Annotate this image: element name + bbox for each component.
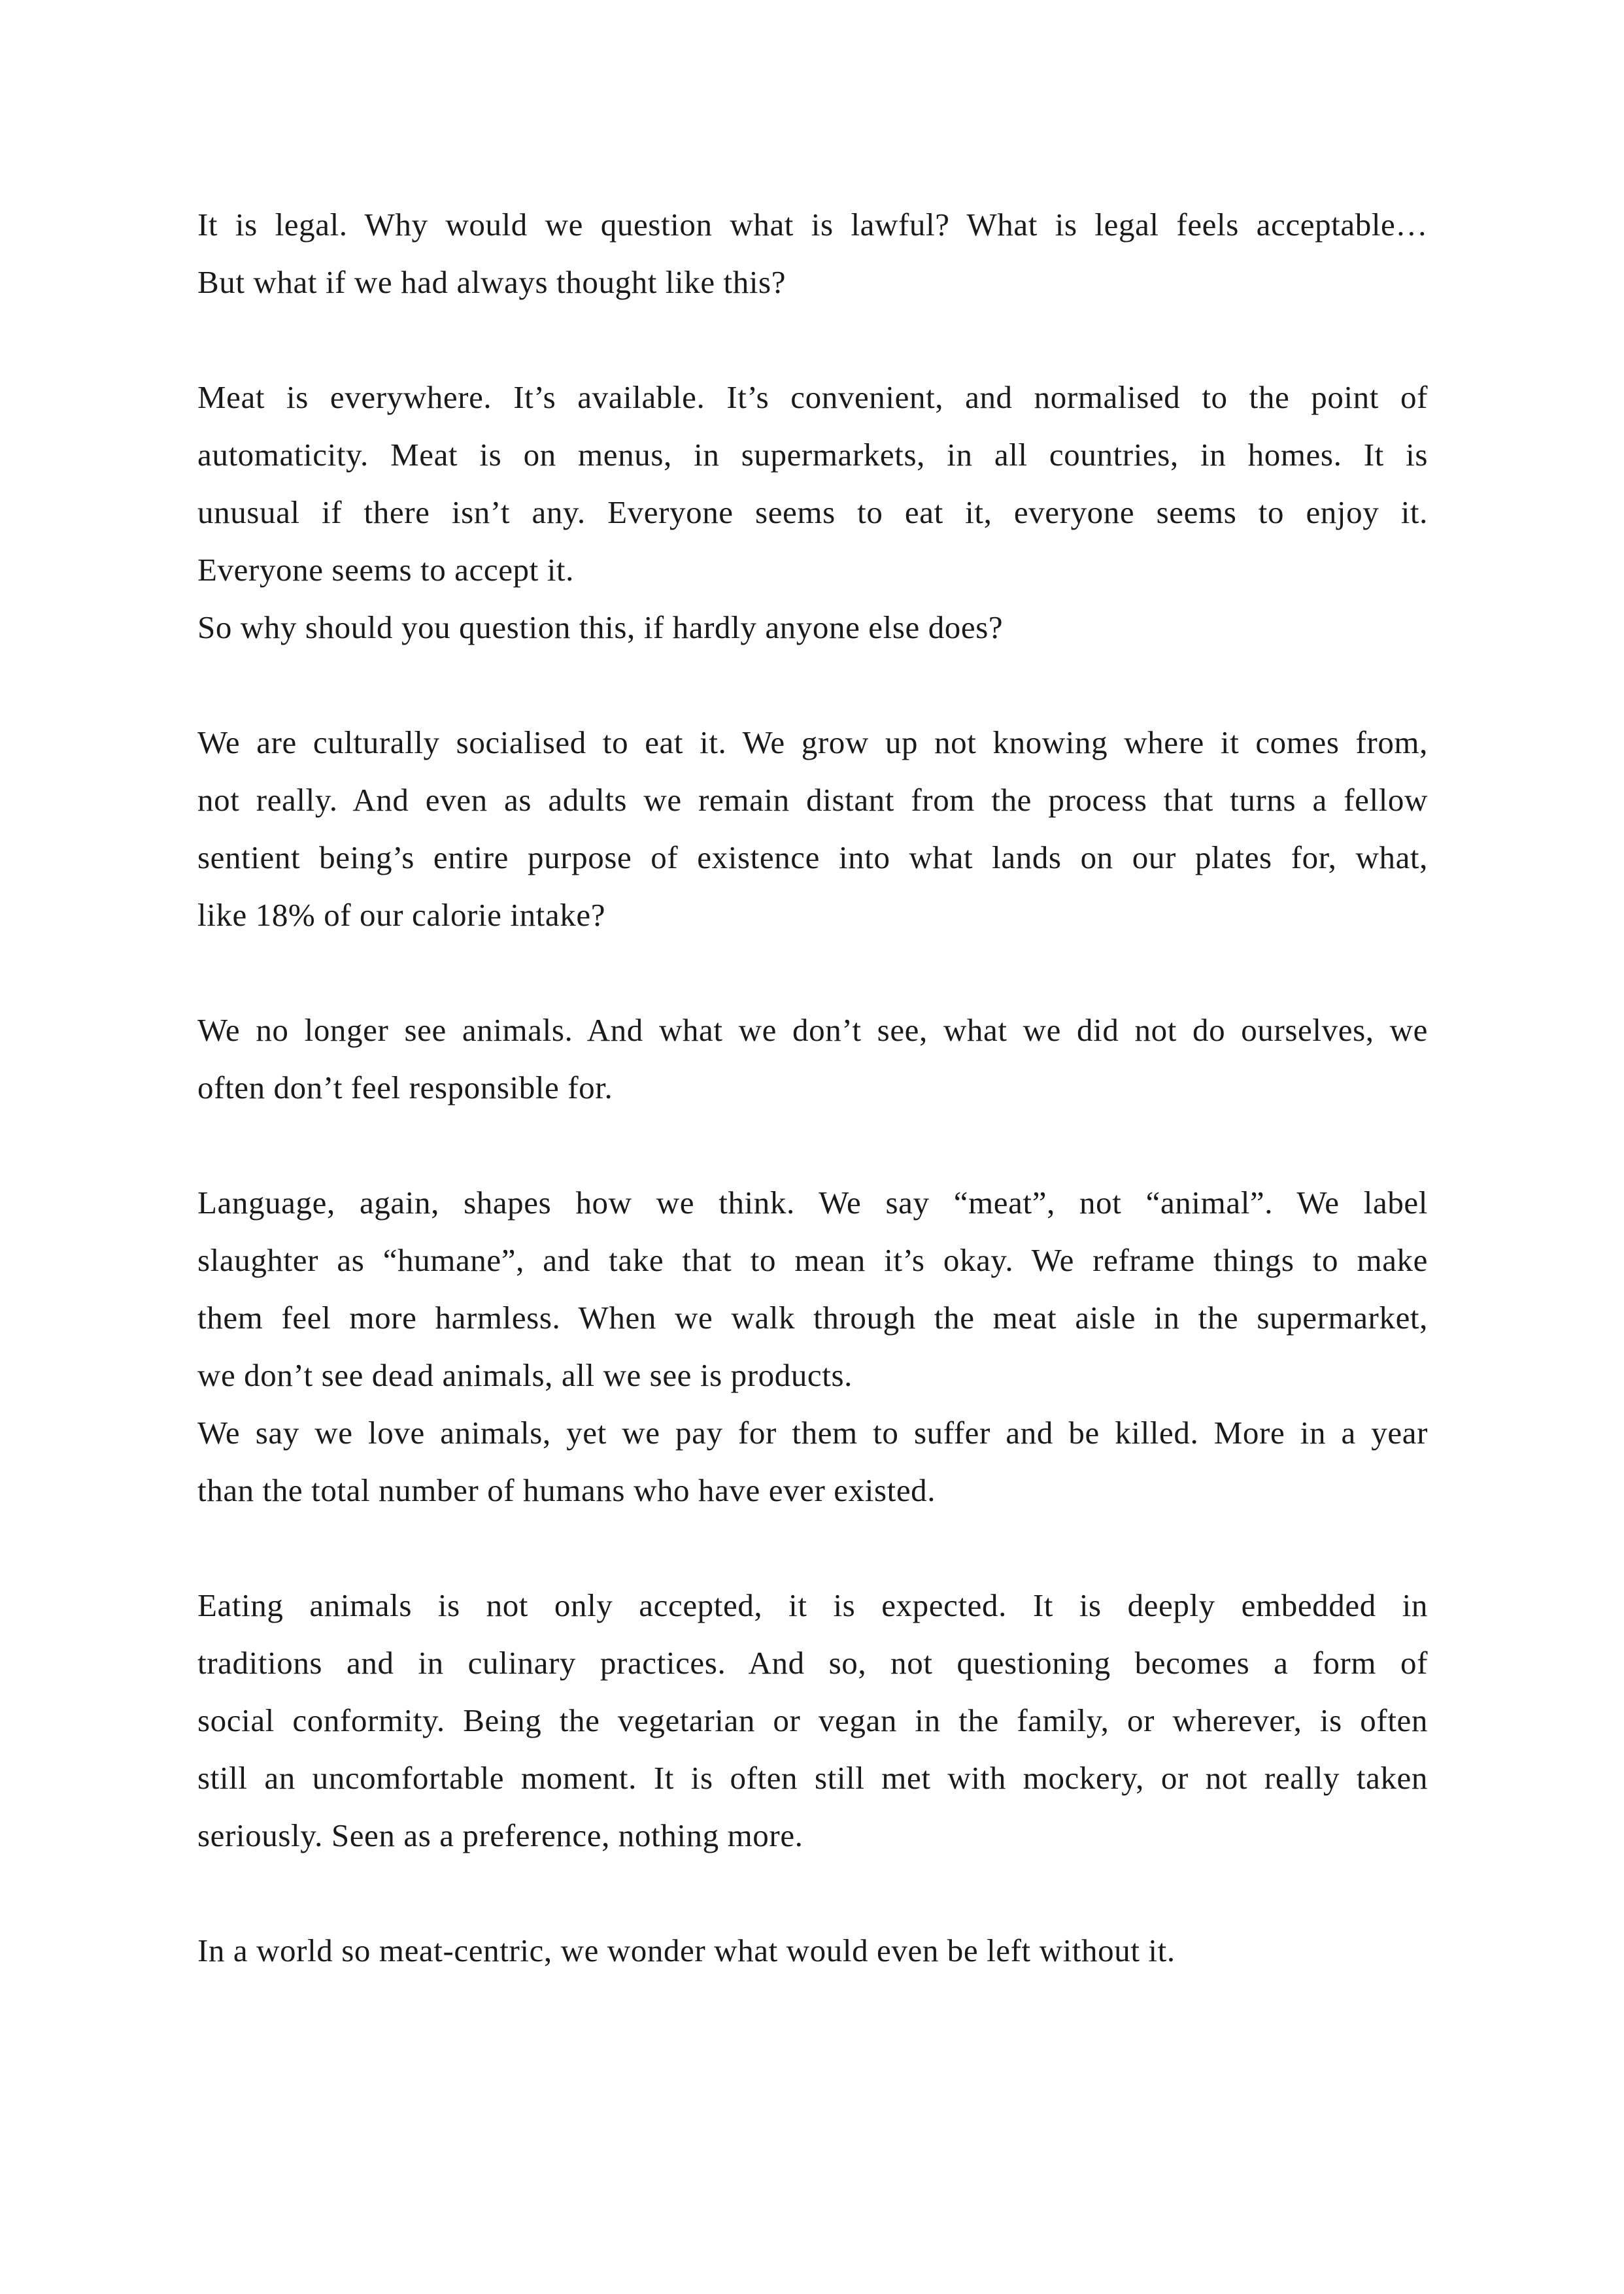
- text-line: like 18% of our calorie intake?: [197, 897, 606, 933]
- text-line: unusual if there isn’t any. Everyone seems to eat it, everyone seems to enjoy it.: [197, 494, 1428, 530]
- paragraph-socialised: [197, 714, 1428, 944]
- text-line: automaticity. Meat is on menus, in supermarkets, in all countries, in homes. It is: [197, 437, 1428, 473]
- document-body: [197, 196, 1428, 2037]
- text-line: slaughter as “humane”, and take that to mean it’s okay. We reframe things to make: [197, 1242, 1428, 1278]
- text-line: social conformity. Being the vegetarian or vegan in the family, or wherever, is often: [197, 1702, 1428, 1738]
- text-line: still an uncomfortable moment. It is often still met with mockery, or not really taken: [197, 1760, 1428, 1796]
- text-line: them feel more harmless. When we walk through the meat aisle in the supermarket,: [197, 1300, 1428, 1336]
- text-line: sentient being’s entire purpose of existence into what lands on our plates for, what,: [197, 839, 1428, 875]
- text-line: So why should you question this, if hardly anyone else does?: [197, 609, 1004, 645]
- paragraph-no-longer-see: [197, 1002, 1428, 1117]
- text-line: often don’t feel responsible for.: [197, 1070, 613, 1105]
- paragraph-legality: [197, 196, 1428, 311]
- text-line: We are culturally socialised to eat it. We grow up not knowing where it comes from,: [197, 724, 1428, 760]
- text-line: not really. And even as adults we remain distant from the process that turns a fellow: [197, 782, 1428, 818]
- text-line: Everyone seems to accept it.: [197, 552, 574, 588]
- text-line: traditions and in culinary practices. And so, not questioning becomes a form of: [197, 1645, 1428, 1681]
- paragraph-language: [197, 1174, 1428, 1519]
- text-line: than the total number of humans who have ever existed.: [197, 1472, 936, 1508]
- paragraph-meat-everywhere: [197, 369, 1428, 656]
- text-line: We say we love animals, yet we pay for them to suffer and be killed. More in a year: [197, 1415, 1428, 1451]
- text-line: seriously. Seen as a preference, nothing more.: [197, 1817, 804, 1853]
- paragraph-meat-centric: [197, 1922, 1428, 1980]
- text-line: Eating animals is not only accepted, it is expected. It is deeply embedded in: [197, 1587, 1428, 1623]
- text-line: we don’t see dead animals, all we see is products.: [197, 1357, 853, 1393]
- text-line: But what if we had always thought like this?: [197, 264, 787, 300]
- text-line: Language, again, shapes how we think. We say “meat”, not “animal”. We label: [197, 1185, 1428, 1221]
- text-line: It is legal. Why would we question what is lawful? What is legal feels acceptable…: [197, 207, 1428, 243]
- paragraph-expected: [197, 1577, 1428, 1864]
- text-line: We no longer see animals. And what we don’t see, what we did not do ourselves, we: [197, 1012, 1428, 1048]
- text-line: Meat is everywhere. It’s available. It’s convenient, and normalised to the point of: [197, 379, 1428, 415]
- text-line: In a world so meat-centric, we wonder what would even be left without it.: [197, 1932, 1176, 1968]
